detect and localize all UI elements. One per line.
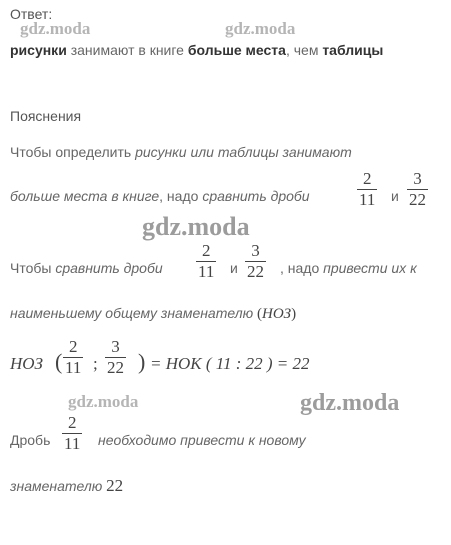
answer-text: , чем [285,42,319,58]
answer-text: занимают в книге [70,42,184,58]
fraction-denominator: 22 [409,190,426,209]
explanation-line-4 [10,305,296,323]
conjunction-and: и [391,188,399,204]
formula-noz: НОЗ [10,354,43,373]
text-span: привести их к [323,260,417,276]
fraction-numerator: 3 [251,241,260,260]
explanation-line-3-end [280,260,417,276]
watermark: gdz.moda [68,392,139,411]
text-span: , надо [280,260,320,276]
text-span: сравнить дроби [202,188,310,204]
explanation-line-2 [10,188,310,204]
fraction-3-22 [407,169,428,210]
watermark: gdz.moda [142,212,250,241]
fraction-denominator: 11 [198,262,215,281]
formula-nok: = НОК ( 11 : 22 ) = 22 [150,354,310,373]
fraction-denominator: 22 [107,358,124,377]
watermark: gdz.moda [300,390,400,416]
fraction-numerator: 2 [67,413,77,432]
text-span: сравнить дроби [55,260,163,276]
fraction-numerator: 2 [68,337,78,356]
paren-open: ( [257,306,263,322]
fraction-2-11 [357,169,377,210]
explanation-line-final [10,476,123,496]
fraction-numerator: 3 [111,337,120,356]
fraction-denominator: 11 [64,434,81,453]
explanation-line-1 [10,144,352,160]
fraction-numerator: 2 [201,241,211,260]
text-span: Чтобы определить [10,144,132,160]
fraction-denominator: 11 [65,358,82,377]
paren-close: ) [291,306,297,322]
text-span: Чтобы [10,260,52,276]
noz-abbr: НОЗ [262,306,292,322]
formula-semicolon: ; [93,354,98,373]
text-span: знаменателю [10,478,103,494]
fraction-2-11 [63,337,83,378]
answer-label: Ответ: [10,6,53,22]
fraction-denominator: 11 [359,190,376,209]
text-span: больше места в книге [10,188,160,204]
answer-word-more-space: больше места [187,42,286,58]
fraction-2-11 [62,413,82,454]
watermark: gdz.moda [225,19,296,38]
explanation-line-3 [10,260,163,276]
watermark: gdz.moda [20,19,91,38]
final-value: 22 [106,476,124,495]
answer-sentence [10,42,383,58]
fraction-denominator: 22 [247,262,264,281]
answer-word-tables: таблицы [322,42,384,58]
fraction-3-22 [105,337,126,378]
formula-paren-close: ) [138,349,146,374]
conjunction-and: и [230,260,238,276]
explanation-line-last-b: необходимо привести к новому [98,432,306,448]
explanation-line-last-a: Дробь [10,432,51,448]
fraction-numerator: 2 [362,169,372,188]
text-span: рисунки или таблицы занимают [135,144,352,160]
fraction-2-11 [196,241,216,282]
answer-word-figures: рисунки [10,42,67,58]
formula-paren-open: ( [55,349,63,374]
text-span: наименьшему общему знаменателю [10,305,254,321]
text-span: , надо [159,188,199,204]
fraction-numerator: 3 [413,169,422,188]
fraction-3-22 [245,241,266,282]
explanation-heading: Пояснения [10,108,82,124]
